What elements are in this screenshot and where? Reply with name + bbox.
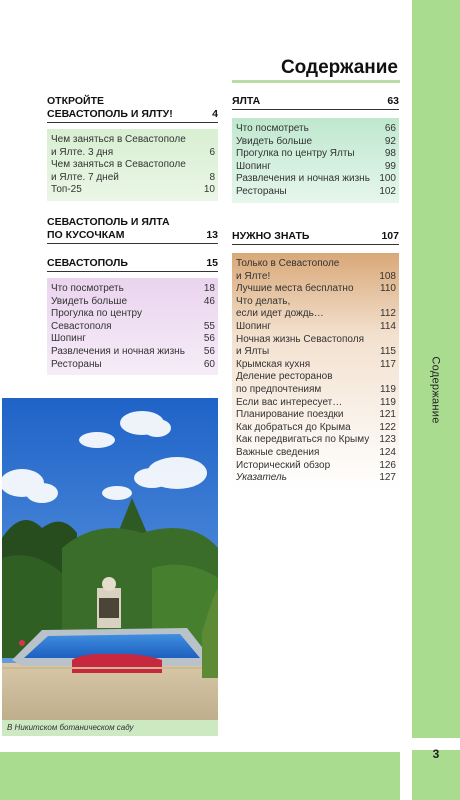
toc-item[interactable]: Развлечения и ночная жизнь 56	[51, 345, 215, 357]
toc-item[interactable]: Ночная жизнь Севастополя и Ялты 115	[236, 333, 396, 358]
section-title: НУЖНО ЗНАТЬ	[232, 230, 310, 242]
toc-item[interactable]: Увидеть больше 92	[236, 135, 396, 147]
section-page: 4	[212, 108, 218, 120]
toc-section-pieces	[47, 216, 218, 244]
toc-item[interactable]: Важные сведения 124	[236, 446, 396, 458]
toc-item[interactable]: Исторический обзор 126	[236, 459, 396, 471]
title-underline	[232, 80, 400, 83]
section-page: 107	[381, 230, 399, 242]
toc-item[interactable]: Чем заняться в Севастополе и Ялте. 3 дня 6	[51, 134, 215, 158]
toc-item[interactable]: Как добраться до Крыма 122	[236, 421, 396, 433]
toc-item[interactable]: Топ-25 10	[51, 184, 215, 196]
toc-item[interactable]: Рестораны 60	[51, 358, 215, 370]
toc-items	[232, 118, 399, 203]
section-page: 15	[206, 257, 218, 269]
toc-section-sevastopol	[47, 257, 218, 375]
toc-item[interactable]: Планирование поездки 121	[236, 409, 396, 421]
toc-item[interactable]: Прогулка по центру Севастополя 55	[51, 308, 215, 332]
toc-item[interactable]: Шопинг 99	[236, 160, 396, 172]
toc-item[interactable]: Указатель 127	[236, 472, 396, 484]
toc-item[interactable]: Крымская кухня 117	[236, 358, 396, 370]
toc-item[interactable]: Чем заняться в Севастополе и Ялте. 7 дней 8	[51, 159, 215, 183]
page-number: 3	[432, 747, 440, 761]
toc-section-heading[interactable]	[232, 95, 399, 110]
photo-caption: В Никитском ботаническом саду	[7, 723, 134, 732]
toc-item[interactable]: Прогулка по центру Ялты 98	[236, 148, 396, 160]
section-title: ЯЛТА	[232, 95, 261, 107]
toc-item[interactable]: Что посмотреть 66	[236, 123, 396, 134]
toc-section-heading[interactable]	[47, 216, 218, 244]
toc-section-heading[interactable]	[232, 230, 399, 245]
toc-item[interactable]: Что посмотреть 18	[51, 283, 215, 294]
section-page: 63	[387, 95, 399, 107]
toc-section-heading[interactable]	[47, 257, 218, 272]
toc-item[interactable]: Увидеть больше 46	[51, 295, 215, 307]
section-title: СЕВАСТОПОЛЬ И ЯЛТА ПО КУСОЧКАМ	[47, 216, 170, 241]
section-page: 13	[206, 229, 218, 241]
toc-item[interactable]: Шопинг 114	[236, 320, 396, 332]
toc-item[interactable]: Лучшие места бесплатно 110	[236, 283, 396, 295]
toc-section-need-to-know	[232, 230, 399, 489]
side-tab-label: Содержание	[430, 356, 443, 424]
toc-item[interactable]: Что делать, если идет дождь… 112	[236, 295, 396, 320]
bottom-color-band	[0, 752, 412, 800]
toc-section-discover	[47, 95, 218, 201]
toc-item[interactable]: Как передвигаться по Крыму 123	[236, 434, 396, 446]
garden-photo	[2, 398, 218, 720]
section-title: ОТКРОЙТЕ СЕВАСТОПОЛЬ И ЯЛТУ!	[47, 95, 173, 120]
toc-items	[47, 129, 218, 201]
toc-items	[232, 253, 399, 489]
toc-item[interactable]: Развлечения и ночная жизнь 100	[236, 173, 396, 185]
page-title: Содержание	[280, 57, 398, 78]
toc-section-yalta	[232, 95, 399, 203]
toc-item[interactable]: Рестораны 102	[236, 185, 396, 197]
toc-item[interactable]: Если вас интересует… 119	[236, 396, 396, 408]
toc-item[interactable]: Шопинг 56	[51, 333, 215, 345]
toc-item[interactable]: Деление ресторанов по предпочтениям 119	[236, 371, 396, 395]
section-title: СЕВАСТОПОЛЬ	[47, 257, 128, 269]
toc-section-heading[interactable]	[47, 95, 218, 123]
toc-items	[47, 278, 218, 375]
toc-item[interactable]: Только в Севастополе и Ялте! 108	[236, 258, 396, 282]
